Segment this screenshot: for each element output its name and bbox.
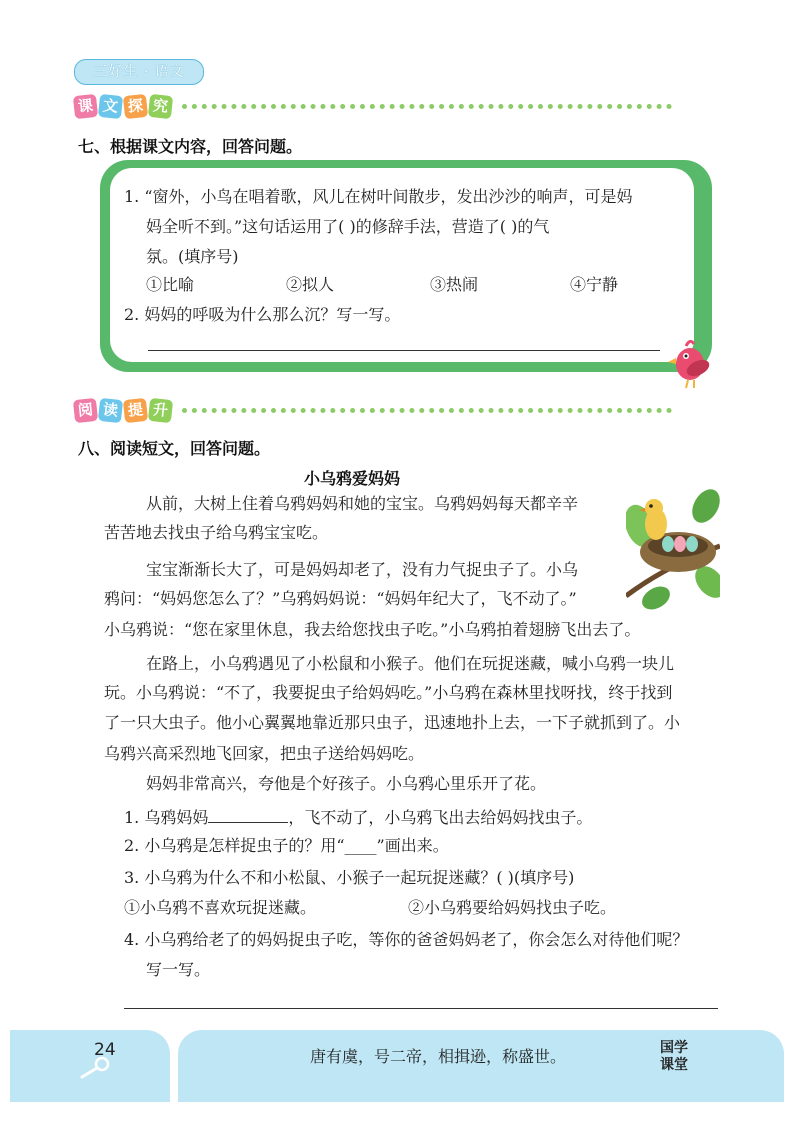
question-7-1-line: 氛。(填序号) [146,247,239,266]
section-badge-reading-improve [74,396,672,424]
question-7-2: 2. 妈妈的呼吸为什么那么沉？写一写。 [124,305,401,324]
question-7-heading: 七、根据课文内容，回答问题。 [78,137,303,156]
badge-char: 阅 [73,397,98,422]
badge-char: 文 [98,93,123,118]
question-8-3: 3. 小乌鸦为什么不和小松鼠、小猴子一起玩捉迷藏？( )(填序号) [124,868,575,887]
story-line: 小乌鸦说：“您在家里休息，我去给您找虫子吃。”小乌鸦拍着翅膀飞出去了。 [104,620,641,639]
story-line: 妈妈非常高兴，夸他是个好孩子。小乌鸦心里乐开了花。 [146,774,547,793]
question-8-3-option-2: ②小乌鸦要给妈妈找虫子吃。 [408,898,617,917]
story-line: 玩。小乌鸦说：“不了，我要捉虫子给妈妈吃。”小乌鸦在森林里找呀找，终于找到 [104,683,673,702]
badge-char: 读 [98,397,123,422]
dotted-divider [182,408,672,413]
option-1: ①比喻 [146,275,195,294]
question-8-2: 2. 小乌鸦是怎样捉虫子的？用“____”画出来。 [124,836,449,855]
story-line: 宝宝渐渐长大了，可是妈妈却老了，没有力气捉虫子了。小乌 [146,560,579,579]
question-8-3-option-1: ①小乌鸦不喜欢玩捉迷藏。 [124,898,317,917]
story-line: 乌鸦兴高采烈地飞回家，把虫子送给妈妈吃。 [104,744,425,763]
section-badge-text-study [74,92,672,120]
book-tag: 三好生 · 语文 [74,59,204,85]
dotted-divider [182,104,672,109]
badge-char: 提 [123,397,148,422]
question-8-1-text: ，飞不动了，小乌鸦飞出去给妈妈找虫子。 [288,808,593,827]
answer-line[interactable] [124,1008,718,1009]
option-3: ③热闹 [430,275,479,294]
question-8-1 [124,806,592,828]
question-8-4: 4. 小乌鸦给老了的妈妈捉虫子吃，等你的爸爸妈妈老了，你会怎么对待他们呢？ [124,930,689,949]
page-number: 24 [94,1040,116,1060]
footer-quote: 唐有虞，号二帝，相揖逊，称盛世。 [310,1047,567,1066]
question-8-1-text: 1. 乌鸦妈妈 [124,808,209,827]
story-line: 了一只大虫子。他小心翼翼地靠近那只虫子，迅速地扑上去，一下子就抓到了。小 [104,713,681,732]
question-7-1-line: 妈全听不到。”这句话运用了( )的修辞手法，营造了( )的气 [146,217,550,236]
bird-nest-icon [626,486,720,612]
magnifier-icon [78,1056,112,1080]
answer-line[interactable] [148,350,660,351]
option-2: ②拟人 [286,275,335,294]
story-line: 鸦问：“妈妈您怎么了？”乌鸦妈妈说：“妈妈年纪大了，飞不动了。” [104,589,577,608]
bird-icon [668,336,718,390]
footer-tag [660,1040,688,1074]
footer-tag-line: 课堂 [660,1057,688,1073]
question-8-4: 写一写。 [146,960,211,979]
question-8-heading: 八、阅读短文，回答问题。 [78,439,271,458]
badge-char: 究 [148,93,173,118]
fill-blank[interactable] [208,806,288,823]
badge-char: 课 [73,93,98,118]
footer-tag-line: 国学 [660,1040,688,1056]
badge-char: 探 [123,93,148,118]
story-line: 苦苦地去找虫子给乌鸦宝宝吃。 [104,523,329,542]
badge-char: 升 [148,397,173,422]
story-line: 在路上，小乌鸦遇见了小松鼠和小猴子。他们在玩捉迷藏，喊小乌鸦一块儿 [146,654,675,673]
story-line: 从前，大树上住着乌鸦妈妈和她的宝宝。乌鸦妈妈每天都辛辛 [146,494,579,513]
option-4: ④宁静 [570,275,619,294]
story-title: 小乌鸦爱妈妈 [304,469,401,488]
question-7-1 [124,182,684,272]
question-7-1-line: 1. “窗外，小鸟在唱着歌，风儿在树叶间散步，发出沙沙的响声，可是妈 [124,187,633,206]
